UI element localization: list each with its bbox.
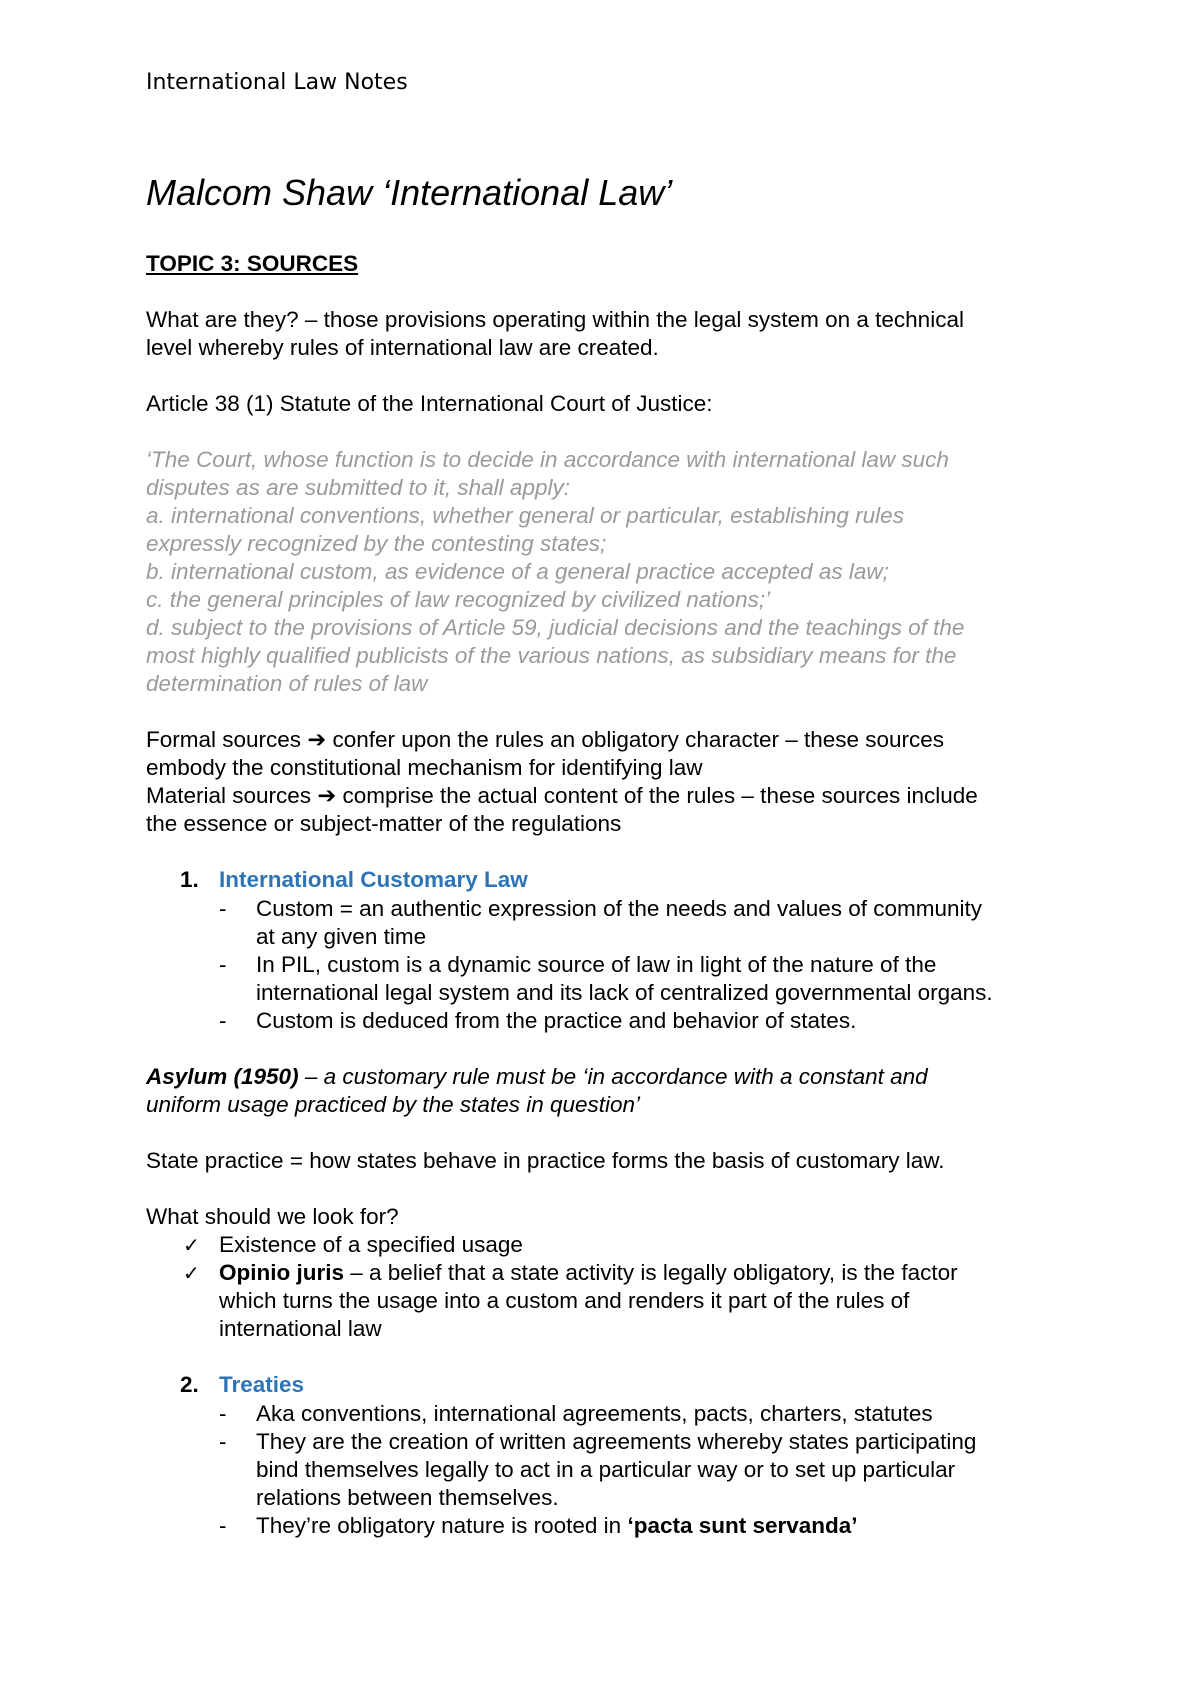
- quote-line: a. international conventions, whether general or particular, establishing rules: [146, 503, 904, 528]
- formal-sources-line-2: embody the constitutional mechanism for identifying law: [146, 755, 703, 780]
- bullet-dash: -: [219, 1401, 227, 1426]
- formal-sources-text: confer upon the rules an obligatory character – these sources: [332, 727, 945, 752]
- material-sources-text: comprise the actual content of the rules – these sources include: [342, 783, 978, 808]
- look-for-question: What should we look for?: [146, 1204, 399, 1229]
- check-icon: ✓: [183, 1261, 200, 1285]
- bullet-dash: -: [219, 1513, 227, 1538]
- intro-line-1: What are they? – those provisions operating within the legal system on a technical: [146, 307, 964, 332]
- section-2-bullet-text: Aka conventions, international agreements, pacts, charters, statutes: [256, 1401, 933, 1426]
- section-1-heading: International Customary Law: [219, 867, 528, 892]
- section-2-heading: Treaties: [219, 1372, 305, 1397]
- opinio-juris-text: – a belief that a state activity is legally obligatory, is the factor: [344, 1260, 958, 1285]
- quote-line: c. the general principles of law recognized by civilized nations;’: [146, 587, 771, 612]
- quote-line: b. international custom, as evidence of a general practice accepted as law;: [146, 559, 889, 584]
- quote-line: determination of rules of law: [146, 671, 428, 696]
- pacta-prefix: They’re obligatory nature is rooted in: [256, 1513, 628, 1538]
- state-practice: State practice = how states behave in practice forms the basis of customary law.: [146, 1148, 945, 1173]
- bullet-dash: -: [219, 896, 227, 921]
- section-1-bullet-text: In PIL, custom is a dynamic source of law in light of the nature of the: [256, 952, 937, 977]
- section-2-bullet-last: [256, 1512, 858, 1540]
- asylum-line-1: [146, 1063, 928, 1091]
- bullet-dash: -: [219, 1008, 227, 1033]
- bullet-dash: -: [219, 1429, 227, 1454]
- quote-line: d. subject to the provisions of Article 59, judicial decisions and the teachings of the: [146, 615, 965, 640]
- quote-line: ‘The Court, whose function is to decide in accordance with international law such: [146, 447, 949, 472]
- document-title: Malcom Shaw ‘International Law’: [146, 172, 673, 213]
- quote-line: most highly qualified publicists of the various nations, as subsidiary means for the: [146, 643, 957, 668]
- look-for-item-2-line-3: international law: [219, 1316, 382, 1341]
- look-for-item-2-line-2: which turns the usage into a custom and renders it part of the rules of: [219, 1288, 910, 1313]
- formal-sources-label: Formal sources: [146, 727, 302, 752]
- section-2-bullet-text: They are the creation of written agreements whereby states participating: [256, 1429, 977, 1454]
- check-icon: ✓: [183, 1233, 200, 1257]
- section-1-bullet-text: Custom is deduced from the practice and behavior of states.: [256, 1008, 857, 1033]
- section-1-bullet-text: international legal system and its lack of centralized governmental organs.: [256, 980, 993, 1005]
- arrow-right-icon: ➔: [307, 727, 327, 753]
- formal-sources-line-1: [146, 726, 944, 754]
- material-sources-label: Material sources: [146, 783, 312, 808]
- intro-line-2: level whereby rules of international law are created.: [146, 335, 659, 360]
- topic-heading: TOPIC 3: SOURCES: [146, 251, 359, 276]
- asylum-line-2: uniform usage practiced by the states in question’: [146, 1092, 641, 1117]
- material-sources-line-2: the essence or subject-matter of the regulations: [146, 811, 622, 836]
- section-1-bullet-text: at any given time: [256, 924, 427, 949]
- look-for-item-2-line-1: [219, 1259, 958, 1287]
- section-2-number: 2.: [180, 1372, 199, 1397]
- section-2-bullet-text: relations between themselves.: [256, 1485, 559, 1510]
- asylum-text: – a customary rule must be ‘in accordance with a constant and: [298, 1064, 928, 1089]
- look-for-item-1: Existence of a specified usage: [219, 1232, 523, 1257]
- bullet-dash: -: [219, 952, 227, 977]
- opinio-juris-term: Opinio juris: [219, 1260, 345, 1285]
- section-1-bullet-text: Custom = an authentic expression of the needs and values of community: [256, 896, 983, 921]
- article-reference: Article 38 (1) Statute of the International Court of Justice:: [146, 391, 713, 416]
- quote-line: expressly recognized by the contesting states;: [146, 531, 607, 556]
- page-header: International Law Notes: [146, 70, 408, 95]
- section-1-number: 1.: [180, 867, 199, 892]
- quote-line: disputes as are submitted to it, shall apply:: [146, 475, 570, 500]
- section-2-bullet-text: bind themselves legally to act in a particular way or to set up particular: [256, 1457, 956, 1482]
- pacta-term: ‘pacta sunt servanda’: [627, 1513, 858, 1538]
- asylum-case-name: Asylum (1950): [146, 1064, 299, 1089]
- material-sources-line-1: [146, 782, 978, 810]
- arrow-right-icon: ➔: [317, 783, 337, 809]
